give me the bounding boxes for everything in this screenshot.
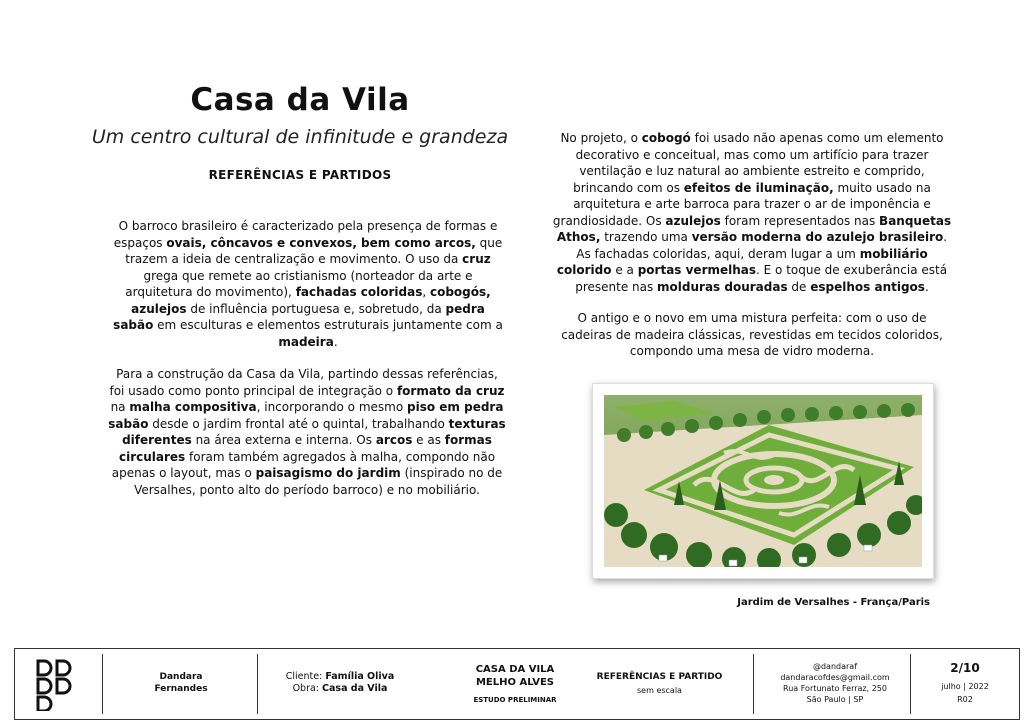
garden-photo-frame (592, 383, 934, 579)
paragraph-barroco: O barroco brasileiro é caracterizado pela presença de formas e espaços ovais, côncavos e convexos, bem como arcos, que trazem a ideia de centralização e movimento. O uso da cruz grega que remete ao cristianismo (norteador da arte e arquitetura do movimento), fachadas coloridas, cobogós, azulejos de influência portuguesa e, sobretudo, da pedra sabão em esculturas e elementos estruturais juntamente com a madeira. (113, 219, 503, 349)
photo-caption: Jardim de Versalhes - França/Paris (737, 597, 930, 608)
sheet-scale: sem escala (637, 686, 682, 695)
paragraph-construcao: Para a construção da Casa da Vila, partindo dessas referências, foi usado como ponto principal de integração o formato da cruz na malha compositiva, incorporando o mesmo piso em pedra sabão desde o jardim frontal até o quintal, trabalhando texturas diferentes na área externa e interna. Os arcos e as formas circulares foram também agregados à malha, compondo não apenas o layout, mas o paisagismo do jardim (inspirado no de Versalhes, ponto alto do período barroco) e no mobiliário. (108, 367, 506, 497)
section-heading: REFERÊNCIAS E PARTIDOS (208, 168, 392, 182)
versailles-garden-image (604, 395, 922, 567)
page-number: 2/10 (950, 661, 980, 675)
page-subtitle: Um centro cultural de infinitude e grandeza (91, 126, 509, 148)
author-name: Dandara Fernandes (154, 672, 208, 694)
client-info: Cliente: Família Oliva Obra: Casa da Vila (285, 671, 395, 694)
sheet-date: julho | 2022 (941, 682, 989, 691)
contact-info: @dandaraf dandaracofdes@gmail.com Rua Fortunato Ferraz, 250 São Paulo | SP (780, 662, 890, 704)
paragraph-projeto: No projeto, o cobogó foi usado não apenas como um elemento decorativo e conceitual, mas como um artifício para trazer ventilação e luz natural ao ambiente estreito e comprido, brincando com os efeitos de iluminação, muito usado na arquitetura e arte barroca para trazer o ar de imponência e grandiosidade. Os azulejos foram representados nas Banquetas Athos, trazendo uma versão moderna do azulejo brasileiro. As fachadas coloridas, aqui, deram lugar a um mobiliário colorido e a portas vermelhas. E o toque de exuberância está presente nas molduras douradas de espelhos antigos. (552, 131, 952, 294)
project-title: CASA DA VILA MELHO ALVES (475, 664, 555, 688)
page-title: Casa da Vila (190, 82, 410, 118)
sheet-title: REFERÊNCIAS E PARTIDO (596, 672, 723, 682)
dandara-logo-icon (35, 657, 75, 711)
project-stage: ESTUDO PRELIMINAR (473, 696, 557, 704)
paragraph-antigo-novo: O antigo e o novo em uma mistura perfeita: com o uso de cadeiras de madeira clássicas, revestidas em tecidos coloridos, compondo uma mesa de vidro moderna. (561, 311, 943, 358)
title-block (14, 648, 1020, 720)
sheet-revision: R02 (957, 695, 973, 704)
